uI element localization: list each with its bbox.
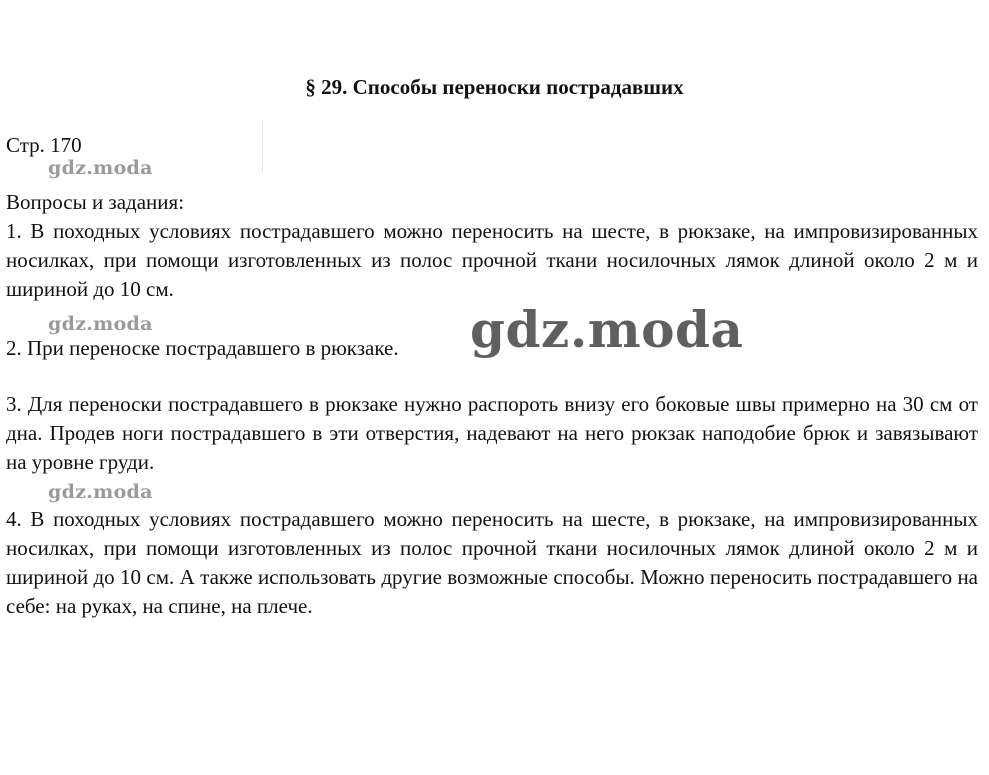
watermark-small-2: gdz.moda — [48, 313, 153, 335]
answer-3: 3. Для переноски пострадавшего в рюкзаке нужно распороть внизу его боковые швы примерно на 30 см от дна. Продев ноги пострадавшего в эти отверстия, надевают на него рюкзак наподобие брюк и завязывают на уровне груди. — [6, 392, 978, 474]
section-heading: Вопросы и задания: — [6, 190, 185, 214]
scan-divider — [262, 120, 263, 172]
watermark-small-3: gdz.moda — [48, 481, 153, 503]
page-title: § 29. Способы переноски пострадавших — [305, 75, 684, 99]
answer-1: 1. В походных условиях пострадавшего можно переносить на шесте, в рюкзаке, на импровизированных носилках, при помощи изготовленных из полос прочной ткани носилочных лямок длиной около 2 м и шириной до 10 см. — [6, 219, 978, 301]
answer-4: 4. В походных условиях пострадавшего можно переносить на шесте, в рюкзаке, на импровизированных носилках, при помощи изготовленных из полос прочной ткани носилочных лямок длиной около 2 м и шириной до 10 см. А также использовать другие возможные способы. Можно переносить пострадавшего на себе: на руках, на спине, на плече. — [6, 507, 978, 618]
watermark-large: gdz.moda — [470, 300, 744, 359]
answer-2: 2. При переноске пострадавшего в рюкзаке. — [6, 336, 399, 360]
watermark-small-1: gdz.moda — [48, 157, 153, 179]
page-reference: Стр. 170 — [6, 133, 82, 157]
